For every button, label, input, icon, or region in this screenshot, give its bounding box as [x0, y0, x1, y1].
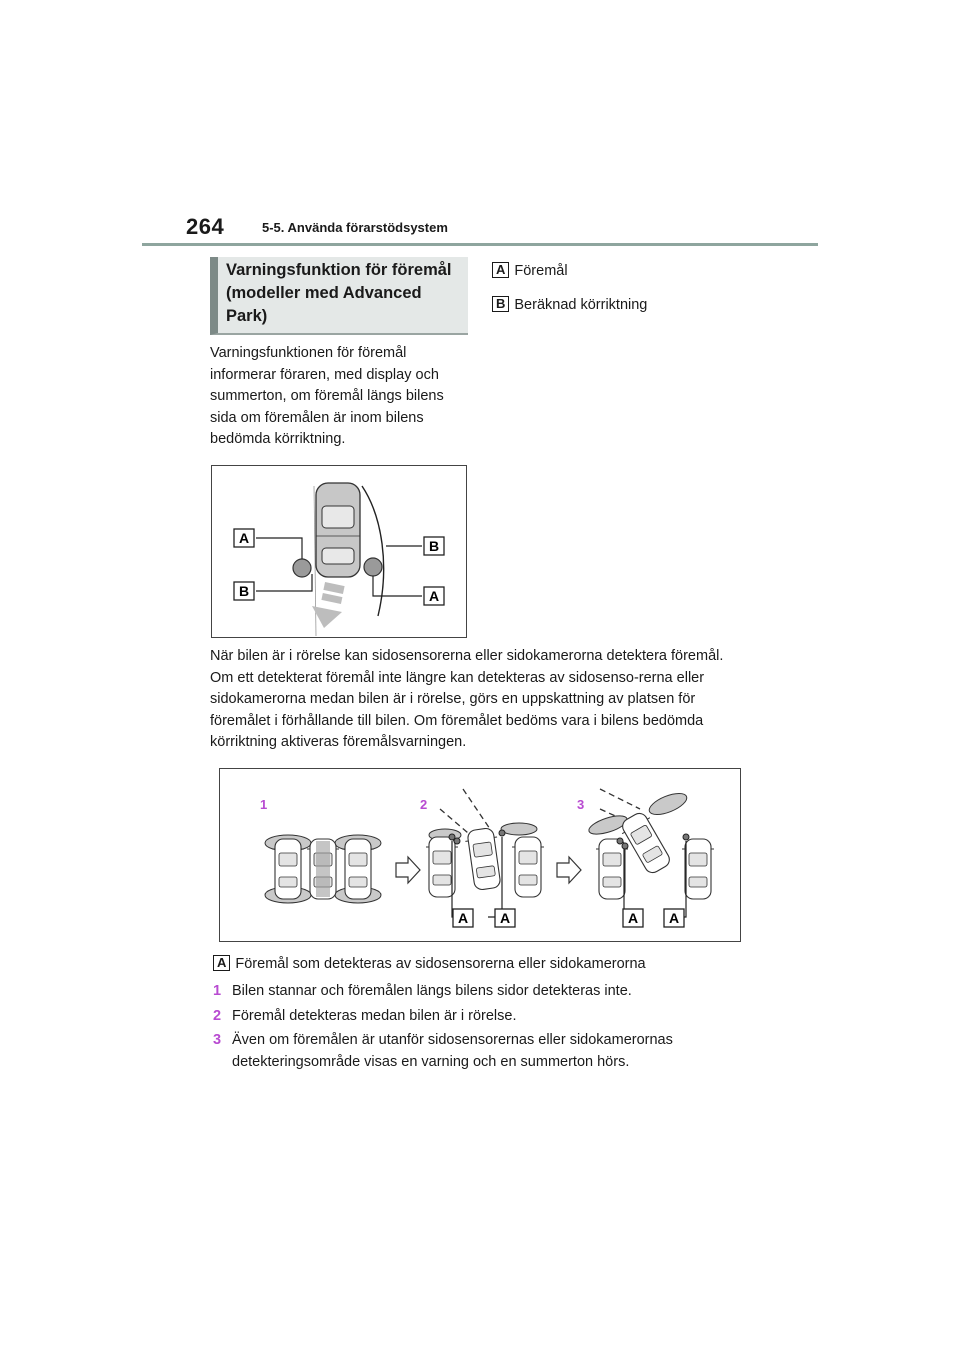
figure-sequence: [219, 768, 741, 942]
page-number: 264: [186, 214, 225, 239]
intro-paragraph: Varningsfunktionen för föremål informerar föraren, med display och summerton, om föremål längs bilens sida om föremålen är inom bilens bedömda körriktning.: [210, 345, 444, 447]
section-title: 5-5. Använda förarstödsystem: [262, 220, 448, 235]
list-number: 1: [213, 983, 222, 999]
figure-object-warning: [211, 465, 467, 638]
fig1-label-b-right: B: [428, 538, 440, 554]
car-icon: [316, 483, 360, 577]
figure-object-warning-drawing: [212, 466, 466, 637]
arrow-right-icon-1: [396, 857, 420, 883]
legend-text: Beräknad körriktning: [514, 297, 648, 313]
section-heading-box: [210, 257, 468, 335]
fig2-label-a-4: A: [668, 910, 680, 926]
fig1-label-b-left: B: [238, 583, 250, 599]
fig2-label-a-1: A: [457, 910, 469, 926]
step-1-scene: [265, 835, 381, 903]
definition-text: Föremål som detekteras av sidosensorerna eller sidokamerorna: [235, 956, 646, 972]
list-text: Föremål detekteras medan bilen är i rörelse.: [232, 1008, 517, 1024]
body-paragraph: När bilen är i rörelse kan sidosensorerna eller sidokamerorna detektera föremål. Om ett detekterat föremål inte längre kan detekteras av sidosenso-rerna eller sidokamerorna medan bilen är i rörelse, görs en uppskattning av platsen för föremålet i förhållande till bilen. Om föremålet bedöms vara i bilens bedömda körriktning aktiveras föremålsvarningen.: [210, 648, 724, 750]
arrow-right-icon-2: [557, 857, 581, 883]
object-right-icon: [364, 558, 382, 576]
step-3-scene: [587, 789, 714, 917]
list-text: Bilen stannar och föremålen längs bilens sidor detekteras inte.: [232, 983, 632, 999]
list-item: [213, 981, 753, 1003]
definition-badge: A: [213, 955, 230, 971]
list-item: [213, 1030, 753, 1073]
step-2-scene: [426, 789, 544, 917]
object-left-icon: [293, 559, 311, 577]
legend-item-a: [492, 262, 568, 279]
definition-a: [213, 955, 646, 972]
fig1-label-a-right: A: [428, 588, 440, 604]
step-3-label: 3: [577, 797, 585, 812]
fig2-label-a-3: A: [627, 910, 639, 926]
list-text: Även om föremålen är utanför sidosensorernas eller sidokamerornas detekteringsområde visas en varning och en summerton hörs.: [232, 1032, 673, 1070]
figure-sequence-drawing: [220, 769, 740, 941]
list-number: 3: [213, 1032, 222, 1048]
legend-text: Föremål: [514, 263, 568, 279]
step-2-label: 2: [420, 797, 428, 812]
section-heading: Varningsfunktion för föremål (modeller med Advanced Park): [226, 261, 452, 325]
legend-item-b: [492, 296, 647, 313]
list-number: 2: [213, 1008, 222, 1024]
step-1-label: 1: [260, 797, 268, 812]
fig1-label-a-left: A: [238, 530, 250, 546]
legend-badge: B: [492, 296, 509, 312]
list-item: [213, 1006, 753, 1028]
reverse-arrow-icon: [312, 582, 345, 628]
header-divider: [142, 243, 818, 246]
fig2-label-a-2: A: [499, 910, 511, 926]
legend-badge: A: [492, 262, 509, 278]
